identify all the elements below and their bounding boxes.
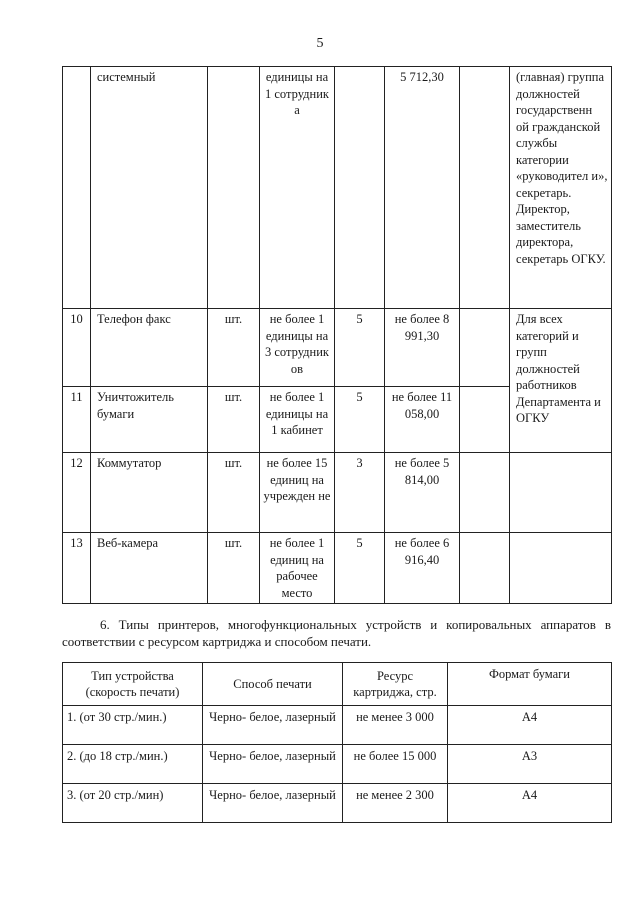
empty-cell: [460, 67, 510, 309]
quantity-norm: не более 15 единиц на учрежден не: [260, 453, 335, 533]
row-number: [63, 67, 91, 309]
unit: шт.: [208, 533, 260, 604]
table-header-row: [63, 663, 612, 706]
cartridge-resource: не менее 3 000: [343, 706, 448, 745]
paragraph-text: 6. Типы принтеров, многофункциональных устройств и копировальных аппаратов в соответствии с ресурсом картриджа и способом печати.: [62, 617, 611, 649]
paper-format: А4: [448, 784, 612, 823]
quantity-norm: не более 1 единиц на рабочее место: [260, 533, 335, 604]
print-method: Черно- белое, лазерный: [203, 784, 343, 823]
device-type: 3. (от 20 стр./мин): [63, 784, 203, 823]
page-number: 5: [316, 36, 324, 51]
price-limit: не более 11 058,00: [385, 387, 460, 453]
paper-format: А3: [448, 745, 612, 784]
empty-cell: [460, 453, 510, 533]
service-term: 5: [335, 309, 385, 387]
table-row: [63, 309, 612, 387]
item-name: Уничтожитель бумаги: [91, 387, 208, 453]
column-header-print-method: Способ печати: [203, 663, 343, 706]
table-row: [63, 706, 612, 745]
quantity-norm: единицы на 1 сотрудник а: [260, 67, 335, 309]
unit: [208, 67, 260, 309]
empty-cell: [460, 387, 510, 453]
table-row: [63, 533, 612, 604]
print-method: Черно- белое, лазерный: [203, 745, 343, 784]
row-number: 13: [63, 533, 91, 604]
unit: шт.: [208, 309, 260, 387]
service-term: 5: [335, 533, 385, 604]
unit: шт.: [208, 387, 260, 453]
row-number: 10: [63, 309, 91, 387]
device-type: 2. (до 18 стр./мин.): [63, 745, 203, 784]
item-name: Коммутатор: [91, 453, 208, 533]
item-name: Телефон факс: [91, 309, 208, 387]
table-row: [63, 67, 612, 309]
cartridge-resource: не более 15 000: [343, 745, 448, 784]
position-group-note: (главная) группа должностей государственн ой гражданской службы категории «руководител и», секретарь. Директор, заместитель директора, секретарь ОГКУ.: [510, 67, 612, 309]
column-header-paper-format: Формат бумаги: [448, 663, 612, 706]
column-header-cartridge-resource: Ресурс картриджа, стр.: [343, 663, 448, 706]
service-term: [335, 67, 385, 309]
table-row: [63, 453, 612, 533]
section-6-paragraph: [62, 616, 611, 650]
empty-cell: [510, 453, 612, 533]
table-row: [63, 745, 612, 784]
position-group-note: Для всех категорий и групп должностей работников Департамента и ОГКУ: [510, 309, 612, 453]
service-term: 5: [335, 387, 385, 453]
device-type: 1. (от 30 стр./мин.): [63, 706, 203, 745]
paper-format: А4: [448, 706, 612, 745]
item-name: системный: [91, 67, 208, 309]
cartridge-resource: не менее 2 300: [343, 784, 448, 823]
print-method: Черно- белое, лазерный: [203, 706, 343, 745]
price-limit: не более 6 916,40: [385, 533, 460, 604]
table-row: [63, 784, 612, 823]
quantity-norm: не более 1 единицы на 3 сотрудник ов: [260, 309, 335, 387]
service-term: 3: [335, 453, 385, 533]
empty-cell: [460, 309, 510, 387]
item-name: Веб-камера: [91, 533, 208, 604]
empty-cell: [460, 533, 510, 604]
column-header-device-type: Тип устройства (скорость печати): [63, 663, 203, 706]
quantity-norm: не более 1 единицы на 1 кабинет: [260, 387, 335, 453]
price-limit: 5 712,30: [385, 67, 460, 309]
unit: шт.: [208, 453, 260, 533]
empty-cell: [510, 533, 612, 604]
price-limit: не более 5 814,00: [385, 453, 460, 533]
row-number: 11: [63, 387, 91, 453]
printer-types-table: [62, 662, 612, 823]
price-limit: не более 8 991,30: [385, 309, 460, 387]
equipment-norms-table: [62, 66, 612, 604]
row-number: 12: [63, 453, 91, 533]
